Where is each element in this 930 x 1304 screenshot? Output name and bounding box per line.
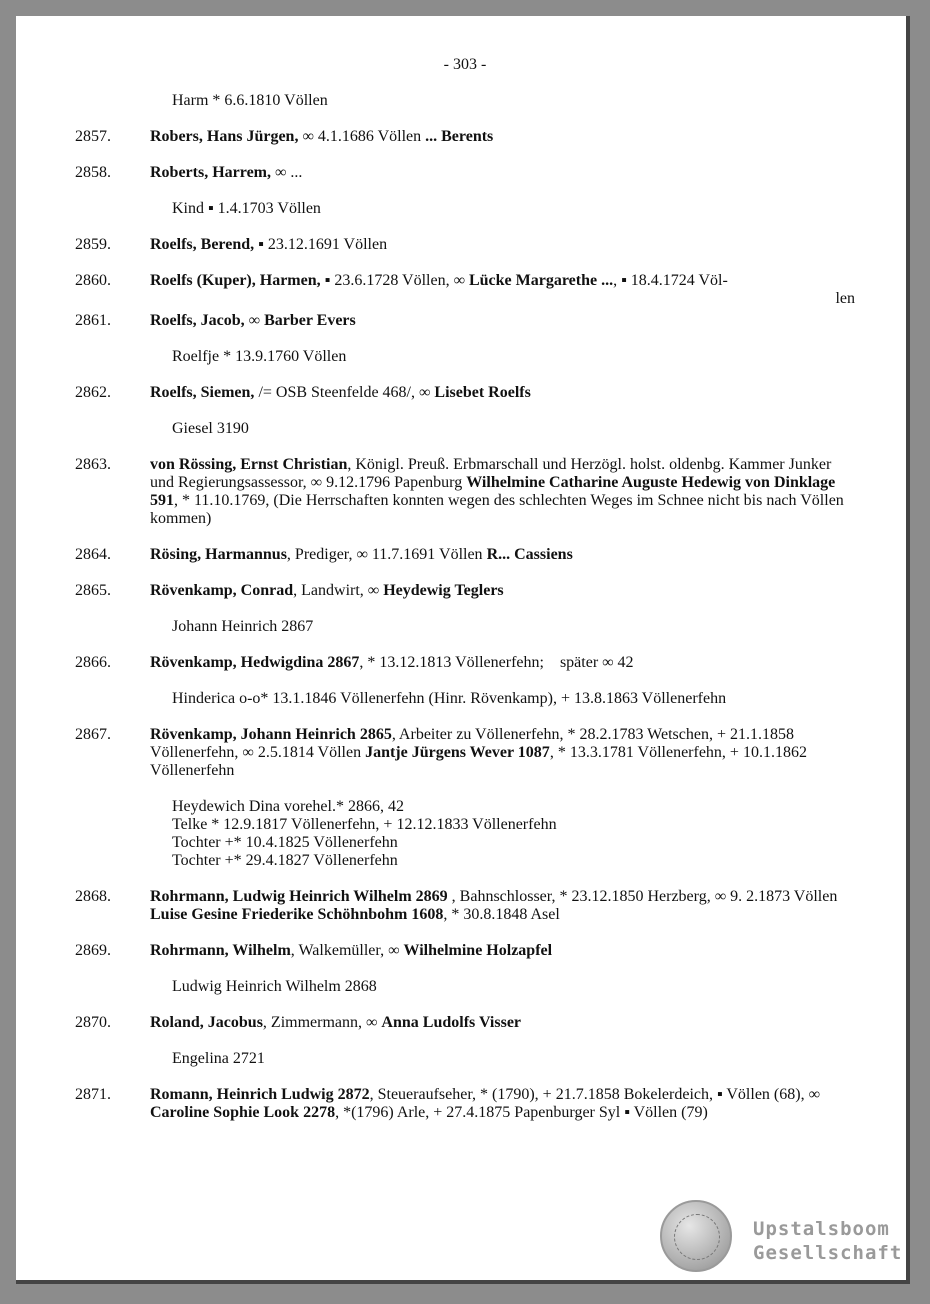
entry-2867 — [75, 726, 855, 780]
entry-name: Roelfs (Kuper), Harmen, — [150, 272, 321, 289]
entry-spouse: Luise Gesine Friederike Schöhnbohm 1608 — [150, 906, 444, 923]
entry-text: , Prediger, ∞ 11.7.1691 Völlen — [286, 546, 487, 563]
entry-text: ∞ — [244, 312, 265, 329]
entry-name: Romann, Heinrich Ludwig 2872 — [150, 1086, 370, 1103]
entry-text: ∞ 4.1.1686 Völlen — [298, 128, 426, 145]
entry-name: Roland, Jacobus — [150, 1014, 263, 1031]
entry-number: 2871. — [75, 1086, 111, 1103]
child-line: Engelina 2721 — [172, 1050, 265, 1067]
entry-name: Rövenkamp, Hedwigdina 2867 — [150, 654, 360, 671]
entry-name: Rohrmann, Ludwig Heinrich Wilhelm 2869 — [150, 888, 448, 905]
entry-spouse: Wilhelmine Catharine Auguste Hedewig von Dinklage 591 — [150, 474, 836, 509]
entry-number: 2864. — [75, 546, 111, 563]
entry-spouse: Wilhelmine Holzapfel — [403, 942, 553, 959]
children-list — [172, 1050, 855, 1068]
entry-number: 2865. — [75, 582, 111, 599]
entry-text: ▪ 23.6.1728 Völlen, ∞ — [320, 272, 469, 289]
children-list — [172, 690, 855, 708]
entry-text: /= OSB Steenfelde 468/, ∞ — [254, 384, 435, 401]
children-list — [172, 420, 855, 438]
entry-name: von Rössing, Ernst Christian — [150, 456, 348, 473]
entry-text: , Landwirt, ∞ — [293, 582, 384, 599]
children-list — [172, 978, 855, 996]
entry-2859 — [75, 236, 855, 254]
entry-2865 — [75, 582, 855, 600]
entry-name: Rövenkamp, Conrad — [150, 582, 294, 599]
entry-text: , Walkemüller, ∞ — [290, 942, 404, 959]
entry-text: , Königl. Preuß. Erbmarschall und Herzögl. holst. oldenbg. Kammer Junker und Regierungsassessor, ∞ 9.12.1796 Papenburg — [150, 456, 832, 491]
child-line: Tochter +* 29.4.1827 Völlenerfehn — [172, 852, 398, 869]
child-line: Tochter +* 10.4.1825 Völlenerfehn — [172, 834, 398, 851]
entry-2860 — [75, 272, 855, 308]
entry-number: 2869. — [75, 942, 111, 959]
entry-spouse: Heydewig Teglers — [383, 582, 504, 599]
entry-text: ∞ ... — [271, 164, 303, 181]
entry-number: 2859. — [75, 236, 111, 253]
entry-continuation: len — [835, 290, 855, 307]
entry-name: Robers, Hans Jürgen, — [150, 128, 299, 145]
children-list — [172, 798, 855, 870]
entry-spouse: R... Cassiens — [486, 546, 573, 563]
entry-2861 — [75, 312, 855, 330]
entry-number: 2870. — [75, 1014, 111, 1031]
children-list — [172, 348, 855, 366]
entry-2866 — [75, 654, 855, 672]
seal-ring — [674, 1214, 720, 1260]
entry-text: , Steueraufseher, * (1790), + 21.7.1858 Bokelerdeich, ▪ Völlen (68), ∞ — [369, 1086, 820, 1103]
entry-text: , * 11.10.1769, (Die Herrschaften konnten wegen des schlechten Weges im Schnee nicht bis nach Völlen kommen) — [150, 492, 844, 527]
entry-2864 — [75, 546, 855, 564]
entry-text: , ▪ 18.4.1724 Völ- — [613, 272, 728, 289]
children-list — [172, 200, 855, 218]
children-list — [172, 618, 855, 636]
entry-2868 — [75, 888, 855, 924]
entry-spouse: Lücke Margarethe ... — [468, 272, 614, 289]
page-number: - 303 - — [443, 56, 487, 73]
entry-number: 2858. — [75, 164, 111, 181]
entry-text: , * 30.8.1848 Asel — [443, 906, 560, 923]
child-line: Giesel 3190 — [172, 420, 249, 437]
entry-number: 2867. — [75, 726, 111, 743]
entry-number: 2860. — [75, 272, 111, 289]
entry-2870 — [75, 1014, 855, 1032]
entry-name: Rösing, Harmannus — [150, 546, 287, 563]
entry-spouse: Caroline Sophie Look 2278 — [150, 1104, 336, 1121]
entry-text: ▪ 23.12.1691 Völlen — [254, 236, 388, 253]
entry-2858 — [75, 164, 855, 182]
entry-number: 2862. — [75, 384, 111, 401]
entry-number: 2857. — [75, 128, 111, 145]
entry-name: Roelfs, Berend, — [150, 236, 255, 253]
entry-number: 2866. — [75, 654, 111, 671]
child-line: Kind ▪ 1.4.1703 Völlen — [172, 200, 321, 217]
entry-spouse: ... Berents — [425, 128, 494, 145]
watermark-brand — [753, 1217, 902, 1265]
entry-text: , * 13.3.1781 Völlenerfehn, + 10.1.1862 Völlenerfehn — [150, 744, 807, 779]
entry-name: Rövenkamp, Johann Heinrich 2865 — [150, 726, 392, 743]
entry-text: , Bahnschlosser, * 23.12.1850 Herzberg, ∞ 9. 2.1873 Völlen — [447, 888, 838, 905]
entry-2857 — [75, 128, 855, 146]
brand-line-2: Gesellschaft — [753, 1242, 903, 1264]
child-line: Hinderica o-o* 13.1.1846 Völlenerfehn (Hinr. Rövenkamp), + 13.8.1863 Völlenerfehn — [172, 690, 727, 707]
register-content — [75, 92, 855, 1140]
entry-2871 — [75, 1086, 855, 1122]
entry-number: 2863. — [75, 456, 111, 473]
entry-2869 — [75, 942, 855, 960]
child-line: Heydewich Dina vorehel.* 2866, 42 — [172, 798, 404, 815]
entry-spouse: Lisebet Roelfs — [434, 384, 531, 401]
entry-text: , Arbeiter zu Völlenerfehn, * 28.2.1783 Wetschen, + 21.1.1858 Völlenerfehn, ∞ 2.5.1814 Völlen — [150, 726, 794, 761]
entry-spouse: Anna Ludolfs Visser — [381, 1014, 522, 1031]
entry-name: Roelfs, Jacob, — [150, 312, 245, 329]
entry-name: Roelfs, Siemen, — [150, 384, 255, 401]
entry-number: 2868. — [75, 888, 111, 905]
entry-text: , *(1796) Arle, + 27.4.1875 Papenburger Syl ▪ Völlen (79) — [335, 1104, 708, 1121]
entry-2863 — [75, 456, 855, 528]
intro-line: Harm * 6.6.1810 Völlen — [172, 92, 328, 109]
entry-name: Roberts, Harrem, — [150, 164, 271, 181]
child-line: Roelfje * 13.9.1760 Völlen — [172, 348, 347, 365]
child-line: Telke * 12.9.1817 Völlenerfehn, + 12.12.1833 Völlenerfehn — [172, 816, 557, 833]
child-line: Johann Heinrich 2867 — [172, 618, 314, 635]
entry-number: 2861. — [75, 312, 111, 329]
entry-spouse: Barber Evers — [264, 312, 356, 329]
brand-line-1: Upstalsboom — [753, 1218, 890, 1240]
entry-text: , Zimmermann, ∞ — [262, 1014, 382, 1031]
seal-icon — [660, 1200, 732, 1272]
child-line: Ludwig Heinrich Wilhelm 2868 — [172, 978, 377, 995]
entry-name: Rohrmann, Wilhelm — [150, 942, 291, 959]
entry-text: , * 13.12.1813 Völlenerfehn; später ∞ 42 — [359, 654, 634, 671]
entry-spouse: Jantje Jürgens Wever 1087 — [365, 744, 550, 761]
entry-2862 — [75, 384, 855, 402]
